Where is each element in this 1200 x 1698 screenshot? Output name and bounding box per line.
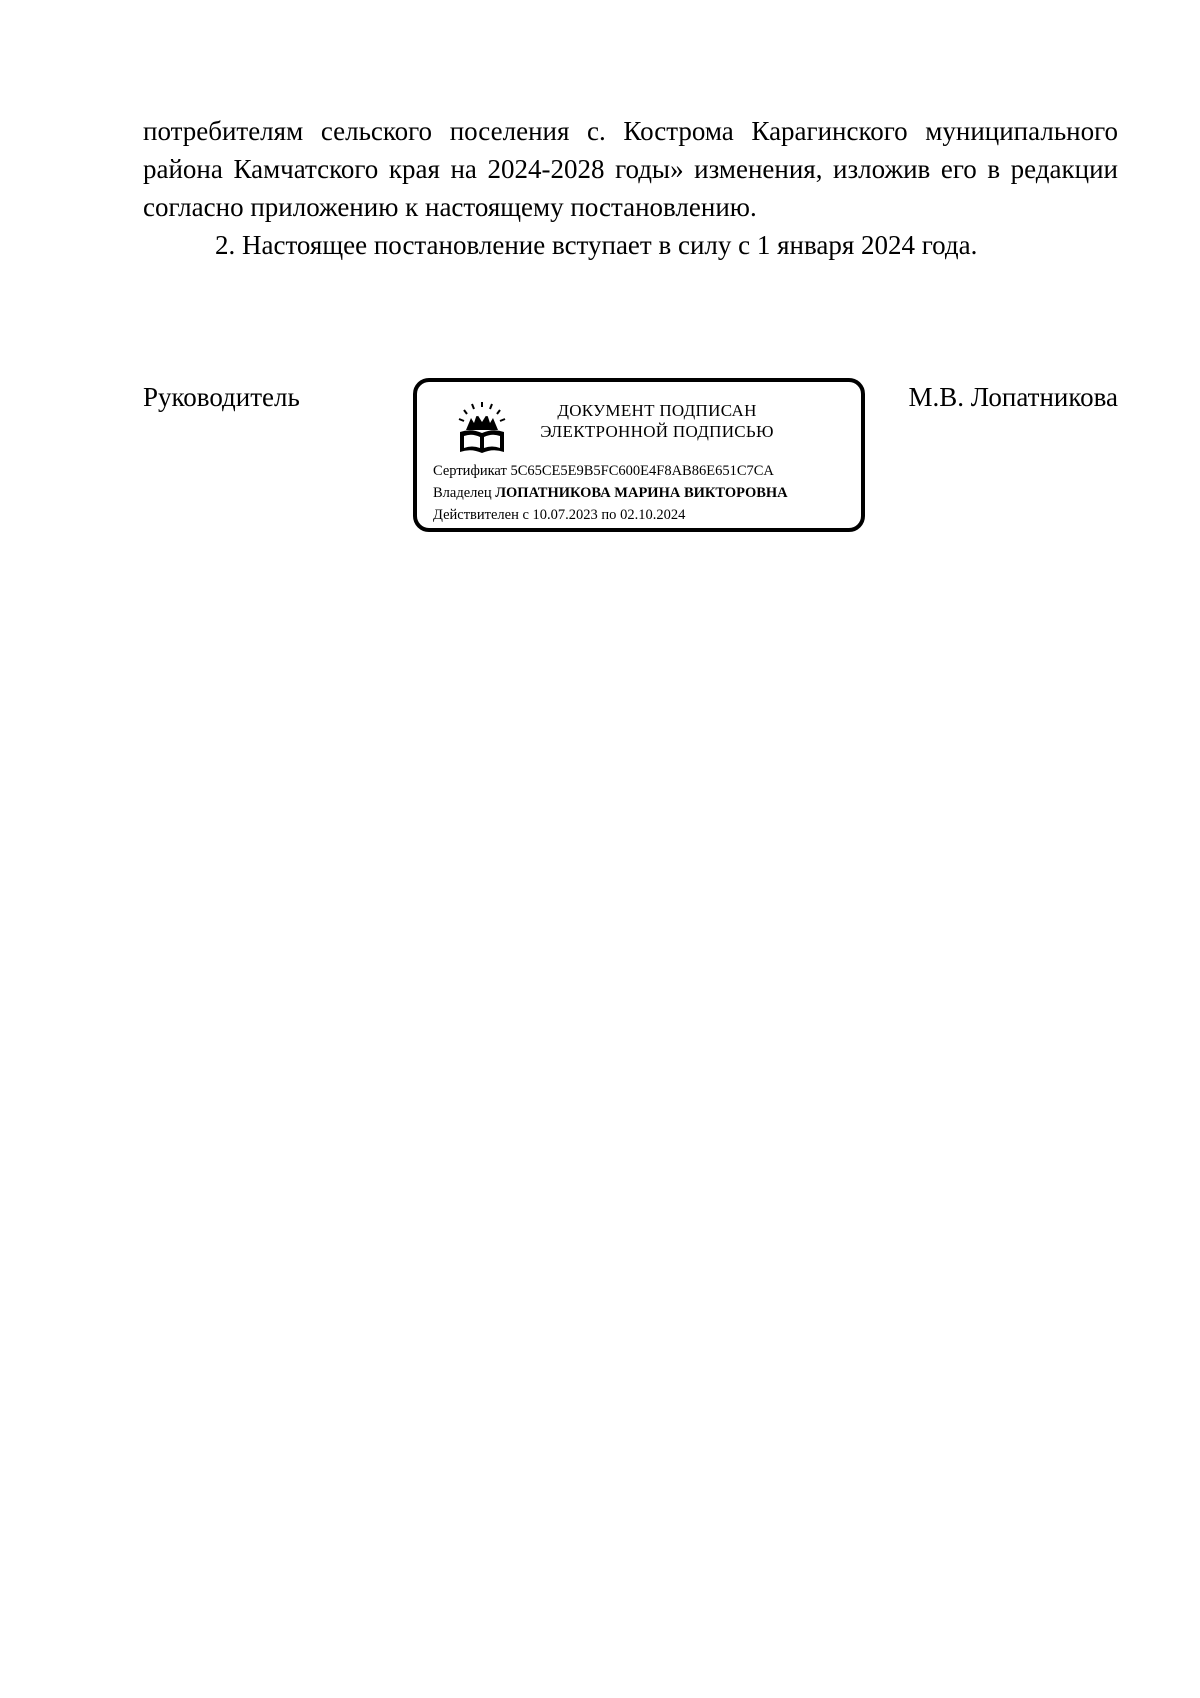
document-body — [143, 112, 1118, 264]
paragraph-2: 2. Настоящее постановление вступает в силу с 1 января 2024 года. — [215, 230, 978, 260]
signature-block — [143, 378, 1118, 538]
certificate-row — [433, 460, 788, 482]
coat-of-arms-icon — [455, 400, 509, 456]
stamp-title — [517, 400, 797, 442]
certificate-value: 5C65CE5E9B5FC600E4F8AB86E651C7CA — [510, 463, 774, 479]
valid-from-label: с — [522, 507, 529, 523]
validity-row — [433, 504, 788, 526]
paragraph-1-line-3: согласно приложению к настоящему постановлению. — [143, 192, 757, 222]
signatory-position: Руководитель — [143, 382, 300, 412]
valid-to-date: 02.10.2024 — [620, 507, 686, 523]
signatory-name: М.В. Лопатникова — [908, 382, 1118, 412]
valid-label: Действителен — [433, 507, 519, 523]
stamp-title-line-1: ДОКУМЕНТ ПОДПИСАН — [557, 401, 757, 420]
paragraph-1-line-1: потребителям сельского поселения с. Кострома Карагинского муниципального — [143, 116, 1118, 146]
paragraph-1 — [143, 112, 1118, 226]
electronic-signature-stamp — [413, 378, 865, 532]
owner-value: ЛОПАТНИКОВА МАРИНА ВИКТОРОВНА — [495, 485, 788, 501]
owner-row — [433, 482, 788, 504]
owner-label: Владелец — [433, 485, 492, 501]
stamp-title-line-2: ЭЛЕКТРОННОЙ ПОДПИСЬЮ — [540, 422, 774, 441]
valid-to-label: по — [601, 507, 617, 523]
certificate-label: Сертификат — [433, 463, 507, 479]
valid-from-date: 10.07.2023 — [532, 507, 598, 523]
stamp-details — [433, 460, 788, 526]
paragraph-1-line-2: района Камчатского края на 2024-2028 годы» изменения, изложив его в редакции — [143, 154, 1118, 184]
